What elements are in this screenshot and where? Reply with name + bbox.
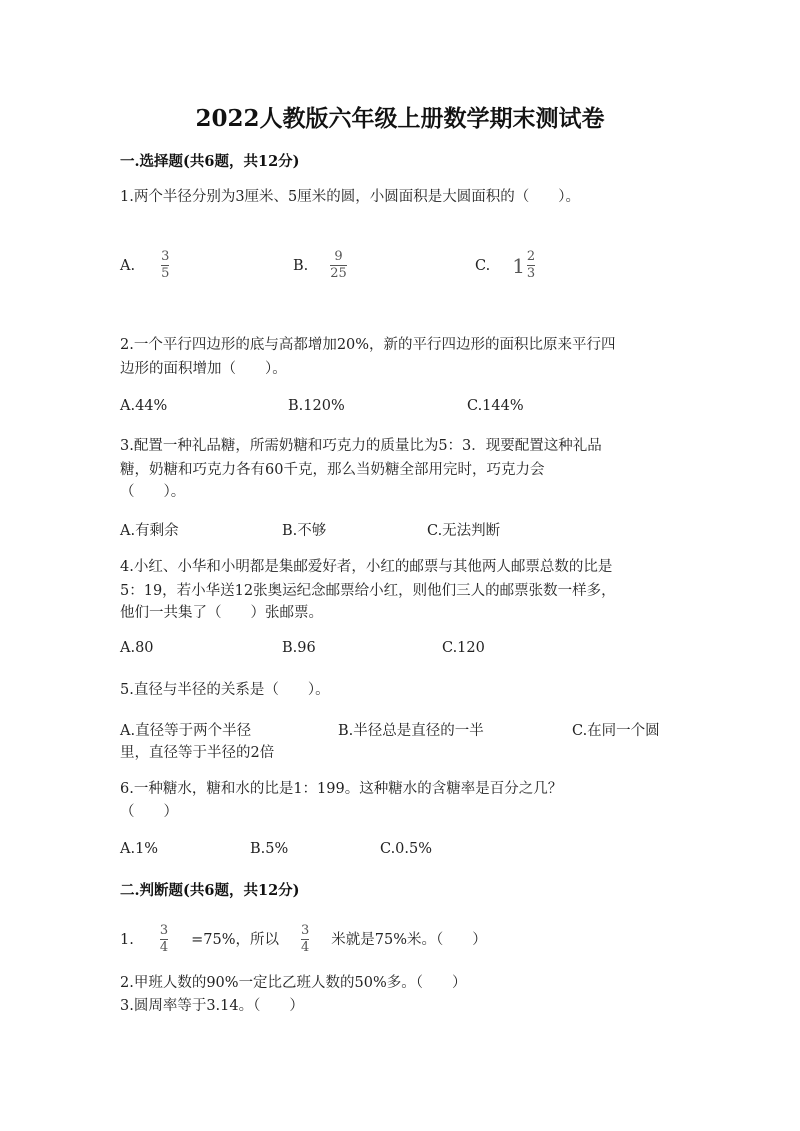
- q6-option-c: C.0.5%: [380, 841, 433, 857]
- q3-option-a: A.有剩余: [120, 523, 179, 539]
- question-2-line-1: 2.一个平行四边形的底与高都增加20%，新的平行四边形的面积比原来平行四: [120, 337, 616, 353]
- fraction: [161, 250, 169, 281]
- q4-option-a: A.80: [120, 640, 154, 656]
- section-heading-judgement: 二.判断题(共6题，共12分): [120, 882, 300, 899]
- q2-option-b: B.120%: [288, 398, 345, 414]
- q2-option-a: A.44%: [120, 398, 168, 414]
- option-label: B.: [293, 257, 309, 274]
- numerator: 3: [161, 249, 170, 264]
- q5-option-b: B.半径总是直径的一半: [338, 723, 484, 739]
- question-6-line-2: （ ）: [120, 804, 178, 820]
- question-3-line-3: （ ）。: [120, 484, 186, 500]
- question-number: 1.: [120, 931, 134, 948]
- question-2-line-2: 边形的面积增加（ ）。: [120, 361, 287, 377]
- fraction: [527, 250, 535, 281]
- whole-part: 1: [512, 253, 525, 278]
- q6-option-a: A.1%: [120, 841, 159, 857]
- q1-option-c: [475, 250, 535, 281]
- question-1-text: 1.两个半径分别为3厘米、5厘米的圆，小圆面积是大圆面积的（ ）。: [120, 189, 581, 205]
- fraction: [301, 924, 309, 955]
- numerator: 9: [334, 249, 343, 264]
- fraction: [160, 924, 168, 955]
- q5-option-a: A.直径等于两个半径: [120, 723, 252, 739]
- page-title: 2022人教版六年级上册数学期末测试卷: [195, 105, 605, 132]
- judgement-question-1: [120, 924, 487, 955]
- question-4-line-3: 他们一共集了（ ）张邮票。: [120, 605, 323, 621]
- question-3-line-2: 糖，奶糖和巧克力各有60千克，那么当奶糖全部用完时，巧克力会: [120, 462, 545, 478]
- q1-option-b: [293, 250, 347, 281]
- option-label: C.: [475, 257, 491, 274]
- question-5-text: 5.直径与半径的关系是（ ）。: [120, 682, 330, 698]
- judgement-question-3: 3.圆周率等于3.14。（ ）: [120, 998, 304, 1014]
- question-4-line-2: 5：19，若小华送12张奥运纪念邮票给小红，则他们三人的邮票张数一样多，: [120, 583, 616, 599]
- fraction: [330, 250, 347, 281]
- denominator: 25: [330, 266, 347, 281]
- question-3-line-1: 3.配置一种礼品糖，所需奶糖和巧克力的质量比为5：3．现要配置这种礼品: [120, 438, 602, 454]
- question-6-line-1: 6.一种糖水，糖和水的比是1：199。这种糖水的含糖率是百分之几？: [120, 781, 563, 797]
- q2-option-c: C.144%: [467, 398, 524, 414]
- q5-option-c-continued: 里，直径等于半径的2倍: [120, 745, 275, 761]
- denominator: 4: [159, 940, 169, 955]
- q3-option-c: C.无法判断: [427, 523, 501, 539]
- q5-option-c: C.在同一个圆: [572, 723, 660, 739]
- judgement-question-2: 2.甲班人数的90%一定比乙班人数的50%多。（ ）: [120, 975, 467, 991]
- denominator: 3: [526, 266, 536, 281]
- section-heading-choice: 一.选择题(共6题，共12分): [120, 153, 300, 170]
- q6-option-b: B.5%: [250, 841, 289, 857]
- q1-option-a: [120, 250, 169, 281]
- q4-option-c: C.120: [442, 640, 485, 656]
- mixed-number: [512, 250, 535, 281]
- denominator: 5: [161, 266, 170, 281]
- option-label: A.: [120, 257, 136, 274]
- denominator: 4: [301, 940, 310, 955]
- numerator: 3: [301, 923, 310, 938]
- numerator: 3: [159, 923, 169, 938]
- question-tail-text: 米就是75%米。（ ）: [331, 931, 487, 948]
- question-middle-text: =75%，所以: [191, 931, 280, 948]
- q3-option-b: B.不够: [282, 523, 327, 539]
- question-4-line-1: 4.小红、小华和小明都是集邮爱好者，小红的邮票与其他两人邮票总数的比是: [120, 559, 613, 575]
- q4-option-b: B.96: [282, 640, 316, 656]
- numerator: 2: [526, 249, 536, 264]
